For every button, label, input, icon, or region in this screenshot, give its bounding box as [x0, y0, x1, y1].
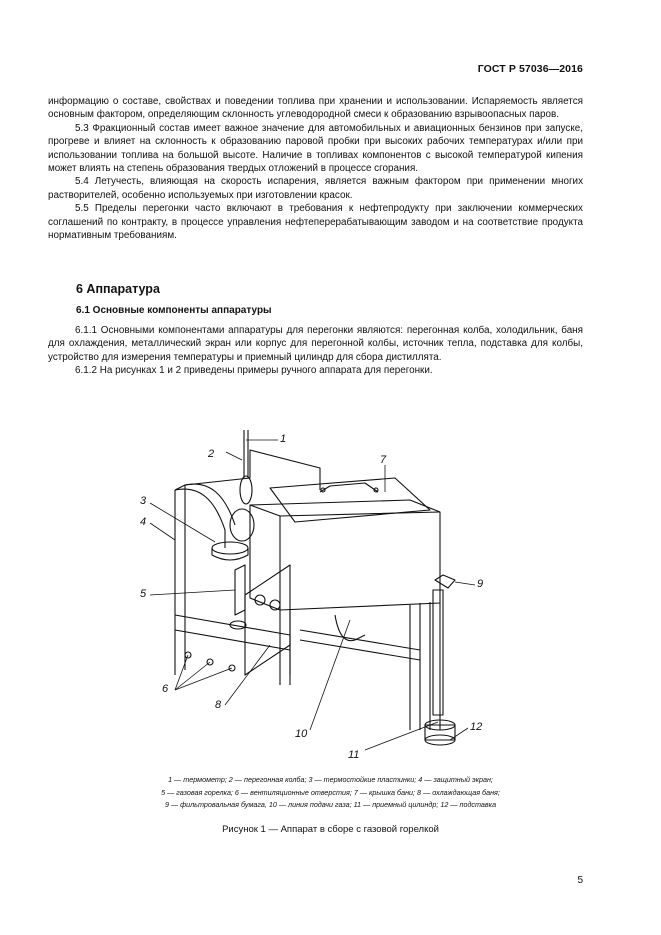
- subsection-title: 6.1 Основные компоненты аппаратуры: [76, 305, 272, 316]
- flask-neck: [240, 476, 252, 504]
- figure-label-12: 12: [470, 721, 483, 733]
- figure-caption: Рисунок 1 — Аппарат в сборе с газовой горелкой: [222, 824, 439, 835]
- legend-line: 1 — термометр; 2 — перегонная колба; 3 — термостойкие пластинки; 4 — защитный экран;: [168, 775, 493, 784]
- document-header: ГОСТ Р 57036—2016: [477, 63, 583, 75]
- paragraph-6-1-1: 6.1.1 Основными компонентами аппаратуры для перегонки являются: перегонная колба, холодильник, баня для охлаждения, металлический экран или корпус для перегонной колбы, источник тепла, подставка для колбы, устройство для измерения температуры и приемный цилиндр для сбора дистиллята.: [48, 325, 583, 363]
- figure-label-6: 6: [162, 683, 169, 695]
- legend-line: 9 — фильтровальная бумага, 10 — линия подачи газа; 11 — приемный цилиндр; 12 — подставка: [164, 800, 497, 809]
- shield-curve: [175, 489, 225, 548]
- heat-plates: [212, 542, 248, 554]
- paragraph-5-5: 5.5 Пределы перегонки часто включают в требования к нефтепродукту при заключении коммерческих соглашений по контракту, в процессе управления нефтеперерабатывающим заводом и на соответствие продукта нормативным требованиям.: [48, 203, 583, 242]
- figure-label-11: 11: [348, 749, 360, 761]
- bath-legs: [280, 602, 440, 730]
- figure-label-4: 4: [140, 516, 147, 528]
- cooling-bath: [250, 500, 440, 610]
- vent-hole: [255, 595, 265, 605]
- page-number: 5: [577, 875, 583, 886]
- receiving-cylinder: [433, 590, 443, 715]
- figure-label-10: 10: [295, 728, 308, 740]
- paragraph-5-3: 5.3 Фракционный состав имеет важное значение для автомобильных и авиационных бензинов при запуске, прогреве и влияет на склонность к образованию паровой пробки при высоких рабочих температурах и/или при использовании топлива на большой высоте. Наличие в топливах компонентов с высокой температурой кипения может влиять на степень образования твердых отложений в процессе сгорания.: [48, 122, 583, 175]
- figure-label-3: 3: [140, 495, 147, 507]
- figure-label-1: 1: [280, 433, 287, 445]
- paragraph-5-4: 5.4 Летучесть, влияющая на скорость испарения, является важным фактором при применении многих растворителей, особенно используемых при изготовлении красок.: [48, 176, 583, 201]
- filter-paper: [435, 575, 455, 588]
- figure-label-2: 2: [208, 448, 215, 460]
- figure-legend: [60, 774, 601, 812]
- thermometer: [244, 430, 248, 478]
- gas-line: [300, 630, 420, 660]
- lid-handle: [320, 483, 378, 492]
- frame-lower-rail: [175, 615, 290, 675]
- apparatus-figure: [130, 430, 520, 770]
- figure-label-5: 5: [140, 588, 147, 600]
- figure-label-9: 9: [477, 578, 484, 590]
- figure-label-8: 8: [215, 699, 222, 711]
- frame-left-leg: [175, 485, 185, 675]
- paragraph: информацию о составе, свойствах и поведении топлива при хранении и использовании. Испаряемость является основным фактором, определяющим склонность углеводородной смеси к образованию взрывоопасных паров.: [48, 96, 583, 121]
- figure-label-7: 7: [380, 454, 387, 466]
- section-title: 6 Аппаратура: [76, 282, 160, 296]
- burner-panel: [245, 565, 290, 675]
- body-text-top: [48, 95, 583, 242]
- gas-burner: [235, 565, 245, 615]
- paragraph-6-1-2: 6.1.2 На рисунках 1 и 2 приведены примеры ручного аппарата для перегонки.: [75, 365, 433, 377]
- legend-line: 5 — газовая горелка; 6 — вентиляционные отверстия; 7 — крышка бани; 8 — охлаждающая баня;: [161, 787, 500, 797]
- body-text-bottom: [48, 324, 583, 378]
